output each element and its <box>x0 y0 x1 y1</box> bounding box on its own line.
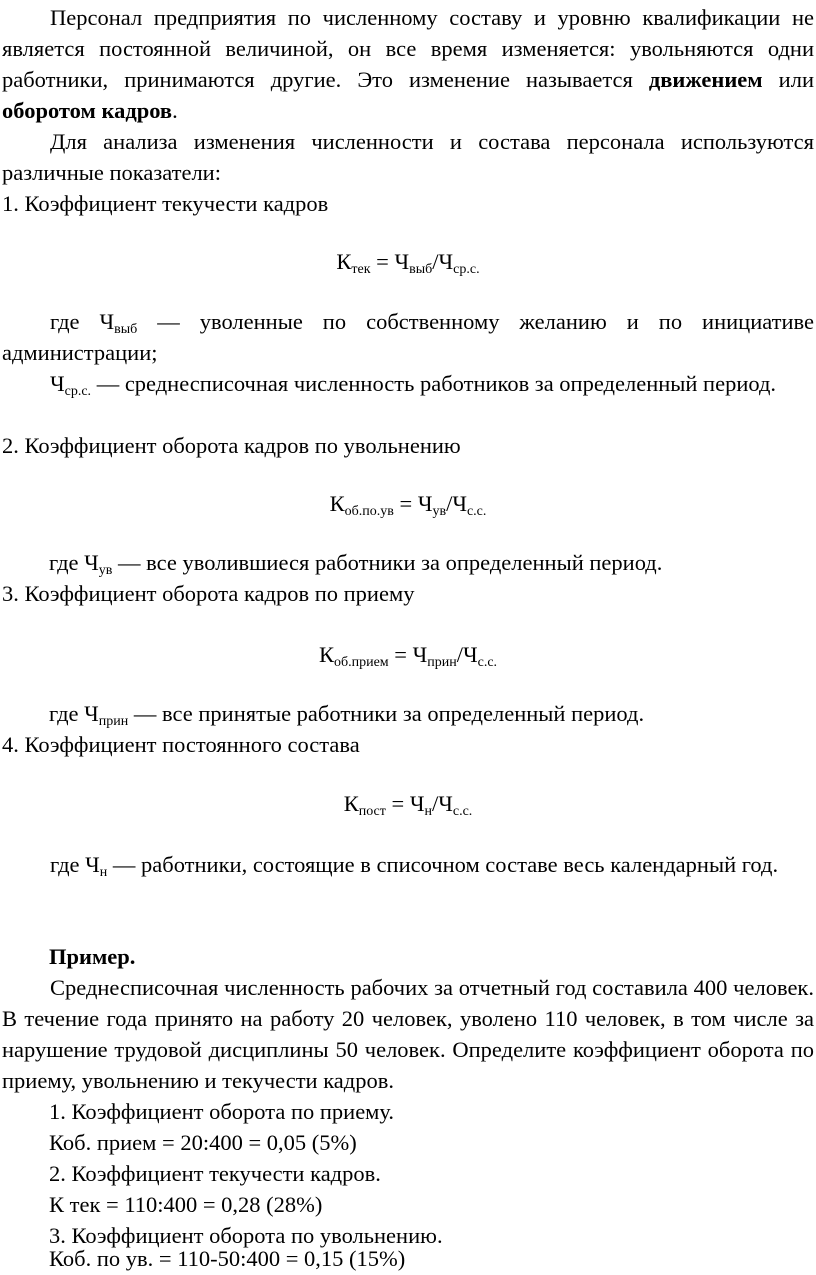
example-step-2: Коб. прием = 20:400 = 0,05 (5%) <box>49 1130 357 1155</box>
intro-or: или <box>762 67 814 92</box>
term-movement: движением <box>648 67 763 92</box>
example-step-3: 2. Коэффициент текучести кадров. <box>49 1161 381 1186</box>
indicator-4-heading: 4. Коэффициент постоянного состава <box>2 732 360 757</box>
indicator-3-where: где $Ч_{прин}$ — все принятые работники за определенный период. <box>49 701 645 729</box>
example-step-4: К тек = 110:400 = 0,28 (28%) <box>49 1192 323 1217</box>
intro-text: Персонал предприятия по численному составу и уровню квалификации не является постоянной величиной, он все время изменяется: увольняются одни работники, принимаются другие. Это изменение называется <box>2 5 814 92</box>
indicator-1-where-2: $Ч_{ср.с.}$ — среднесписочная численность работников за определенный период. <box>50 371 777 399</box>
example-step-5: 3. Коэффициент оборота по увольнению. <box>49 1223 443 1248</box>
indicator-1-where-1: где $Ч_{выб}$ — уволенные по собственному желанию и по инициативе администрации; <box>2 309 815 365</box>
indicator-1-heading: 1. Коэффициент текучести кадров <box>2 191 329 216</box>
indicators-intro-paragraph: Для анализа изменения численности и состава персонала используются различные показатели: <box>2 129 814 185</box>
indicator-2-heading: 2. Коэффициент оборота кадров по увольнению <box>2 433 461 458</box>
indicator-4-where: где $Ч_н$ — работники, состоящие в списочном составе весь календарный год. <box>50 852 779 880</box>
example-step-1: 1. Коэффициент оборота по приему. <box>49 1099 395 1124</box>
example-title: Пример. <box>49 944 136 969</box>
intro-end: . <box>172 98 178 123</box>
formula-permanent: $К_{пост} = Ч_н/Ч_{с.с.}$ <box>343 791 473 819</box>
term-turnover: оборотом кадров <box>2 98 173 123</box>
formula-hiring: $К_{об.прием} = Ч_{прин}/Ч_{с.с.}$ <box>318 642 498 670</box>
formula-dismissal: $К_{об.по.ув} = Ч_{ув}/Ч_{с.с.}$ <box>329 491 487 519</box>
example-text: Среднесписочная численность рабочих за отчетный год составила 400 человек. В течение года принято на работу 20 человек, уволено 110 человек, в том числе за нарушение трудовой дисциплины 50 человек. Определите коэффициент оборота по приему, увольнению и текучести кадров. <box>2 975 814 1093</box>
intro-paragraph <box>2 2 814 126</box>
example-step-6: Коб. по ув. = 110-50:400 = 0,15 (15%) <box>49 1246 406 1271</box>
indicator-3-heading: 3. Коэффициент оборота кадров по приему <box>2 581 415 606</box>
indicator-2-where: где $Ч_{ув}$ — все уволившиеся работники за определенный период. <box>49 550 663 578</box>
formula-turnover: $К_{тек} = Ч_{выб}/Ч_{ср.с.}$ <box>336 249 480 277</box>
